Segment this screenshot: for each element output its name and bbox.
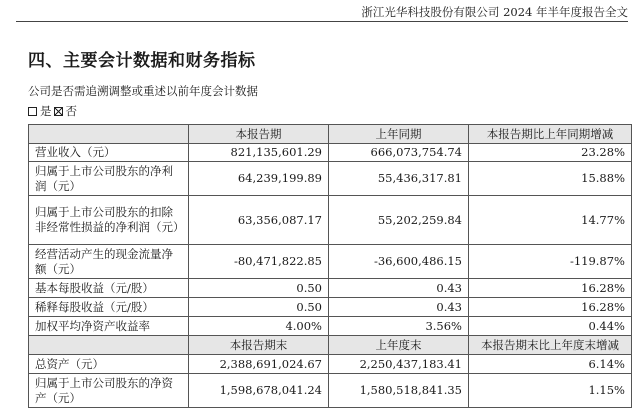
change-value: 16.28% [469, 298, 632, 317]
header-divider [16, 21, 628, 22]
prior-value: 0.43 [329, 279, 469, 298]
change-value: 6.14% [469, 355, 632, 374]
prior-value: 1,580,518,841.35 [329, 374, 469, 408]
header-cell [29, 125, 189, 144]
prior-value: 666,073,754.74 [329, 144, 469, 162]
table-row [29, 355, 632, 374]
table-header-row [29, 125, 632, 144]
current-value: 4.00% [189, 317, 329, 336]
table-header-row [29, 336, 632, 355]
restatement-question: 公司是否需追溯调整或重述以前年度会计数据 [28, 84, 258, 98]
table-row [29, 298, 632, 317]
header-cell: 本报告期 [189, 125, 329, 144]
current-value: 0.50 [189, 298, 329, 317]
current-value: 1,598,678,041.24 [189, 374, 329, 408]
change-value: 15.88% [469, 162, 632, 196]
header-cell: 本报告期末 [189, 336, 329, 355]
section-title: 四、主要会计数据和财务指标 [28, 51, 256, 71]
header-cell: 本报告期末比上年度末增减 [469, 336, 632, 355]
current-value: 63,356,087.17 [189, 196, 329, 245]
table-row [29, 279, 632, 298]
prior-value: 55,436,317.81 [329, 162, 469, 196]
current-value: 64,239,199.89 [189, 162, 329, 196]
table-row [29, 144, 632, 162]
row-label: 归属于上市公司股东的净利润（元） [29, 162, 189, 196]
row-label: 总资产（元） [29, 355, 189, 374]
change-value: 0.44% [469, 317, 632, 336]
header-cell: 上年度末 [329, 336, 469, 355]
current-value: 0.50 [189, 279, 329, 298]
yes-label: 是 [40, 104, 52, 118]
change-value: 23.28% [469, 144, 632, 162]
table-row [29, 245, 632, 279]
restatement-answer [28, 103, 77, 119]
current-value: 2,388,691,024.67 [189, 355, 329, 374]
table-row [29, 196, 632, 245]
row-label: 稀释每股收益（元/股） [29, 298, 189, 317]
yes-checkbox[interactable] [28, 107, 37, 116]
change-value: 14.77% [469, 196, 632, 245]
prior-value: 55,202,259.84 [329, 196, 469, 245]
financial-data-table [28, 124, 632, 408]
change-value: 1.15% [469, 374, 632, 408]
current-value: -80,471,822.85 [189, 245, 329, 279]
prior-value: 2,250,437,183.41 [329, 355, 469, 374]
header-cell: 本报告期比上年同期增减 [469, 125, 632, 144]
table-row [29, 162, 632, 196]
document-header: 浙江光华科技股份有限公司 2024 年半年度报告全文 [361, 5, 628, 19]
row-label: 加权平均净资产收益率 [29, 317, 189, 336]
row-label: 归属于上市公司股东的扣除非经常性损益的净利润（元） [29, 196, 189, 245]
change-value: 16.28% [469, 279, 632, 298]
current-value: 821,135,601.29 [189, 144, 329, 162]
table-row [29, 374, 632, 408]
prior-value: 0.43 [329, 298, 469, 317]
no-checkbox[interactable] [54, 107, 63, 116]
no-label: 否 [65, 104, 77, 118]
row-label: 经营活动产生的现金流量净额（元） [29, 245, 189, 279]
table-row [29, 317, 632, 336]
row-label: 归属于上市公司股东的净资产（元） [29, 374, 189, 408]
row-label: 基本每股收益（元/股） [29, 279, 189, 298]
change-value: -119.87% [469, 245, 632, 279]
row-label: 营业收入（元） [29, 144, 189, 162]
header-cell: 上年同期 [329, 125, 469, 144]
prior-value: 3.56% [329, 317, 469, 336]
prior-value: -36,600,486.15 [329, 245, 469, 279]
header-cell [29, 336, 189, 355]
